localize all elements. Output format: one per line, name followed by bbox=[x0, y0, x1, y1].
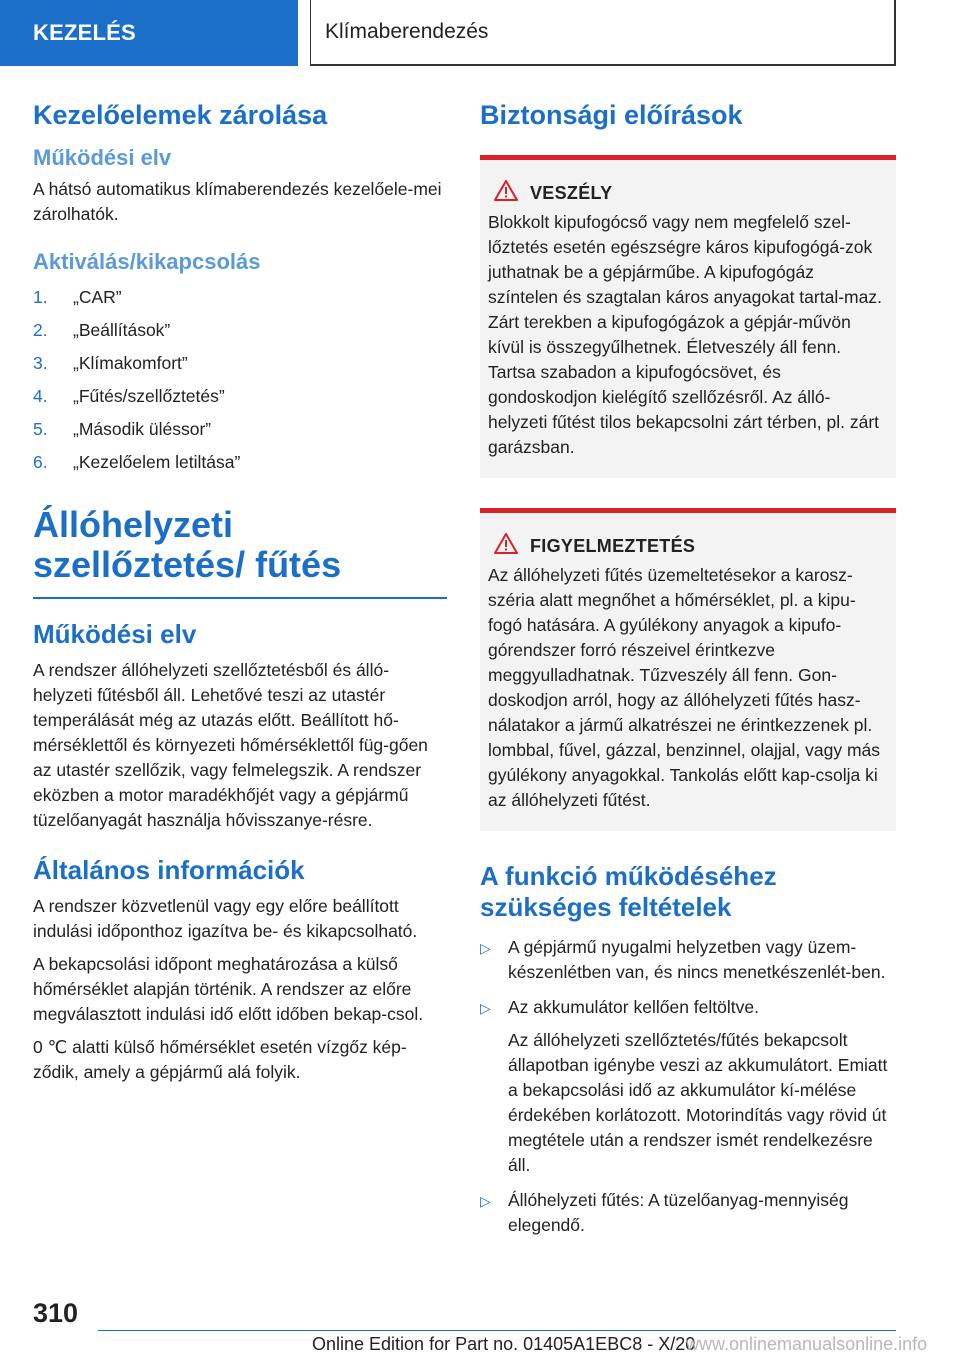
safety-title: Biztonsági előírások bbox=[480, 100, 743, 130]
condition-text: Az akkumulátor kellően feltöltve. bbox=[508, 997, 759, 1017]
step-item bbox=[33, 380, 447, 413]
principle-text: A hátsó automatikus klímaberendezés kezelőele-mei zárolhatók. bbox=[33, 179, 442, 224]
activation-heading: Aktiválás/kikapcsolás bbox=[33, 249, 261, 274]
danger-header bbox=[488, 180, 888, 206]
section-tab: KEZELÉS bbox=[0, 0, 298, 66]
principle2-heading: Működési elv bbox=[33, 619, 197, 649]
footer-edition: Online Edition for Part no. 01405A1EBC8 - X/20 bbox=[312, 1334, 696, 1354]
left-column bbox=[33, 100, 447, 1093]
lock-section-title: Kezelőelemek zárolása bbox=[33, 100, 328, 130]
chapter-title: Klímaberendezés bbox=[310, 0, 896, 66]
step-text: „Kezelőelem letiltása” bbox=[73, 452, 241, 472]
general-paragraph: A bekapcsolási időpont meghatározása a külső hőmérséklet alapján történik. A rendszer az előre megválasztott indulási idő előtt időben bekap-csol. bbox=[33, 954, 424, 1024]
condition-body bbox=[508, 995, 896, 1178]
general-heading: Általános információk bbox=[33, 855, 305, 885]
danger-text: Blokkolt kipufogócső vagy nem megfelelő szel-lőztetés esetén egészségre káros kipufogógá-zok juthatnak be a gépjárműbe. A kipufogógáz színtelen és szagtalan káros anyagokat tartal-maz. Zárt terekben a kipufogógázok a gépjár-művön kívül is összegyűlhetnek. Életveszély áll fenn. Tartsa szabadon a kipufogócsövet, és gondoskodjon kielégítő szellőzésről. Az álló-helyzeti fűtést tilos bekapcsolni zárt térben, pl. zárt garázsban. bbox=[488, 212, 882, 457]
warning-triangle-icon bbox=[494, 533, 518, 559]
warning-text: Az állóhelyzeti fűtés üzemeltetésekor a karosz-széria alatt megnőhet a hőmérséklet, pl. a kipu-fogó hatására. A gyúlékony anyagok a kipufo-górendszer forró részeivel érintkezve meggyulladhatnak. Tűzveszély áll fenn. Gon-doskodjon arról, hogy az állóhelyzeti fűtés hasz-nálatakor a jármű alkatrészei ne érintkezzenek pl. lombbal, fűvel, gázzal, benzinnel, olajjal, vagy más gyúlékony anyagokkal. Tankolás előtt kap-csolja ki az állóhelyzeti fűtést. bbox=[488, 565, 881, 810]
danger-box bbox=[480, 155, 896, 478]
step-number: 4. bbox=[33, 386, 48, 406]
conditions-list bbox=[480, 935, 896, 1238]
condition-text: Állóhelyzeti fűtés: A tüzelőanyag-mennyiség elegendő. bbox=[508, 1190, 849, 1235]
step-number: 2. bbox=[33, 320, 48, 340]
step-number: 5. bbox=[33, 419, 48, 439]
main-section-title: Állóhelyzeti szellőztetés/ fűtés bbox=[33, 504, 342, 585]
principle2-text: A rendszer állóhelyzeti szellőztetésből és álló-helyzeti fűtésből áll. Lehetővé teszi az utastér temperálását még az utazás előtt. Beállított hő-mérséklettől és környezeti hőmérséklettől füg-gően az utastér szellőzik, vagy felmelegszik. A rendszer eközben a motor maradékhőjét vagy a gépjármű tüzelőanyagát használja hővisszanye-résre. bbox=[33, 660, 428, 830]
danger-label: VESZÉLY bbox=[530, 182, 613, 203]
right-column bbox=[480, 100, 896, 1248]
footer-watermark: www.onlinemanualsonline.info bbox=[686, 1334, 928, 1354]
general-paragraph: 0 ℃ alatti külső hőmérséklet esetén vízgőz kép-ződik, amely a gépjármű alá folyik. bbox=[33, 1037, 407, 1082]
condition-subtext: Az állóhelyzeti szellőztetés/fűtés bekapcsolt állapotban igénybe veszi az akkumulátort. Emiatt a bekapcsolási idő az akkumulátor kí-mélése érdekében korlátozott. Motorindítás vagy rövid út megtétele után a rendszer ismét rendelkezésre áll. bbox=[508, 1030, 888, 1175]
step-number: 6. bbox=[33, 452, 48, 472]
step-text: „Második üléssor” bbox=[73, 419, 212, 439]
step-text: „Fűtés/szellőztetés” bbox=[73, 386, 225, 406]
principle-heading: Működési elv bbox=[33, 145, 172, 170]
footer-divider bbox=[98, 1330, 896, 1331]
step-text: „CAR” bbox=[73, 287, 122, 307]
warning-header bbox=[488, 533, 888, 559]
activation-steps bbox=[33, 281, 447, 479]
step-item bbox=[33, 446, 447, 479]
step-number: 1. bbox=[33, 287, 48, 307]
condition-item bbox=[480, 1188, 896, 1238]
step-text: „Beállítások” bbox=[73, 320, 171, 340]
condition-text: A gépjármű nyugalmi helyzetben vagy üzem-készenlétben van, és nincs menetkészenlét-ben. bbox=[508, 937, 886, 982]
triangle-bullet-icon: ▷ bbox=[480, 940, 491, 956]
conditions-title: A funkció működéséhez szükséges feltételek bbox=[480, 861, 777, 922]
triangle-bullet-icon: ▷ bbox=[480, 1000, 491, 1016]
step-number: 3. bbox=[33, 353, 48, 373]
step-item bbox=[33, 413, 447, 446]
step-item bbox=[33, 314, 447, 347]
warning-triangle-icon bbox=[494, 180, 518, 206]
general-paragraph: A rendszer közvetlenül vagy egy előre beállított indulási időponthoz igazítva be- és kikapcsolható. bbox=[33, 896, 418, 941]
page-number: 310 bbox=[33, 1298, 79, 1328]
warning-box bbox=[480, 508, 896, 831]
condition-item bbox=[480, 995, 896, 1178]
triangle-bullet-icon: ▷ bbox=[480, 1193, 491, 1209]
title-divider bbox=[33, 597, 447, 599]
warning-label: FIGYELMEZTETÉS bbox=[530, 535, 696, 556]
step-item bbox=[33, 281, 447, 314]
step-text: „Klímakomfort” bbox=[73, 353, 188, 373]
step-item bbox=[33, 347, 447, 380]
condition-item bbox=[480, 935, 896, 985]
